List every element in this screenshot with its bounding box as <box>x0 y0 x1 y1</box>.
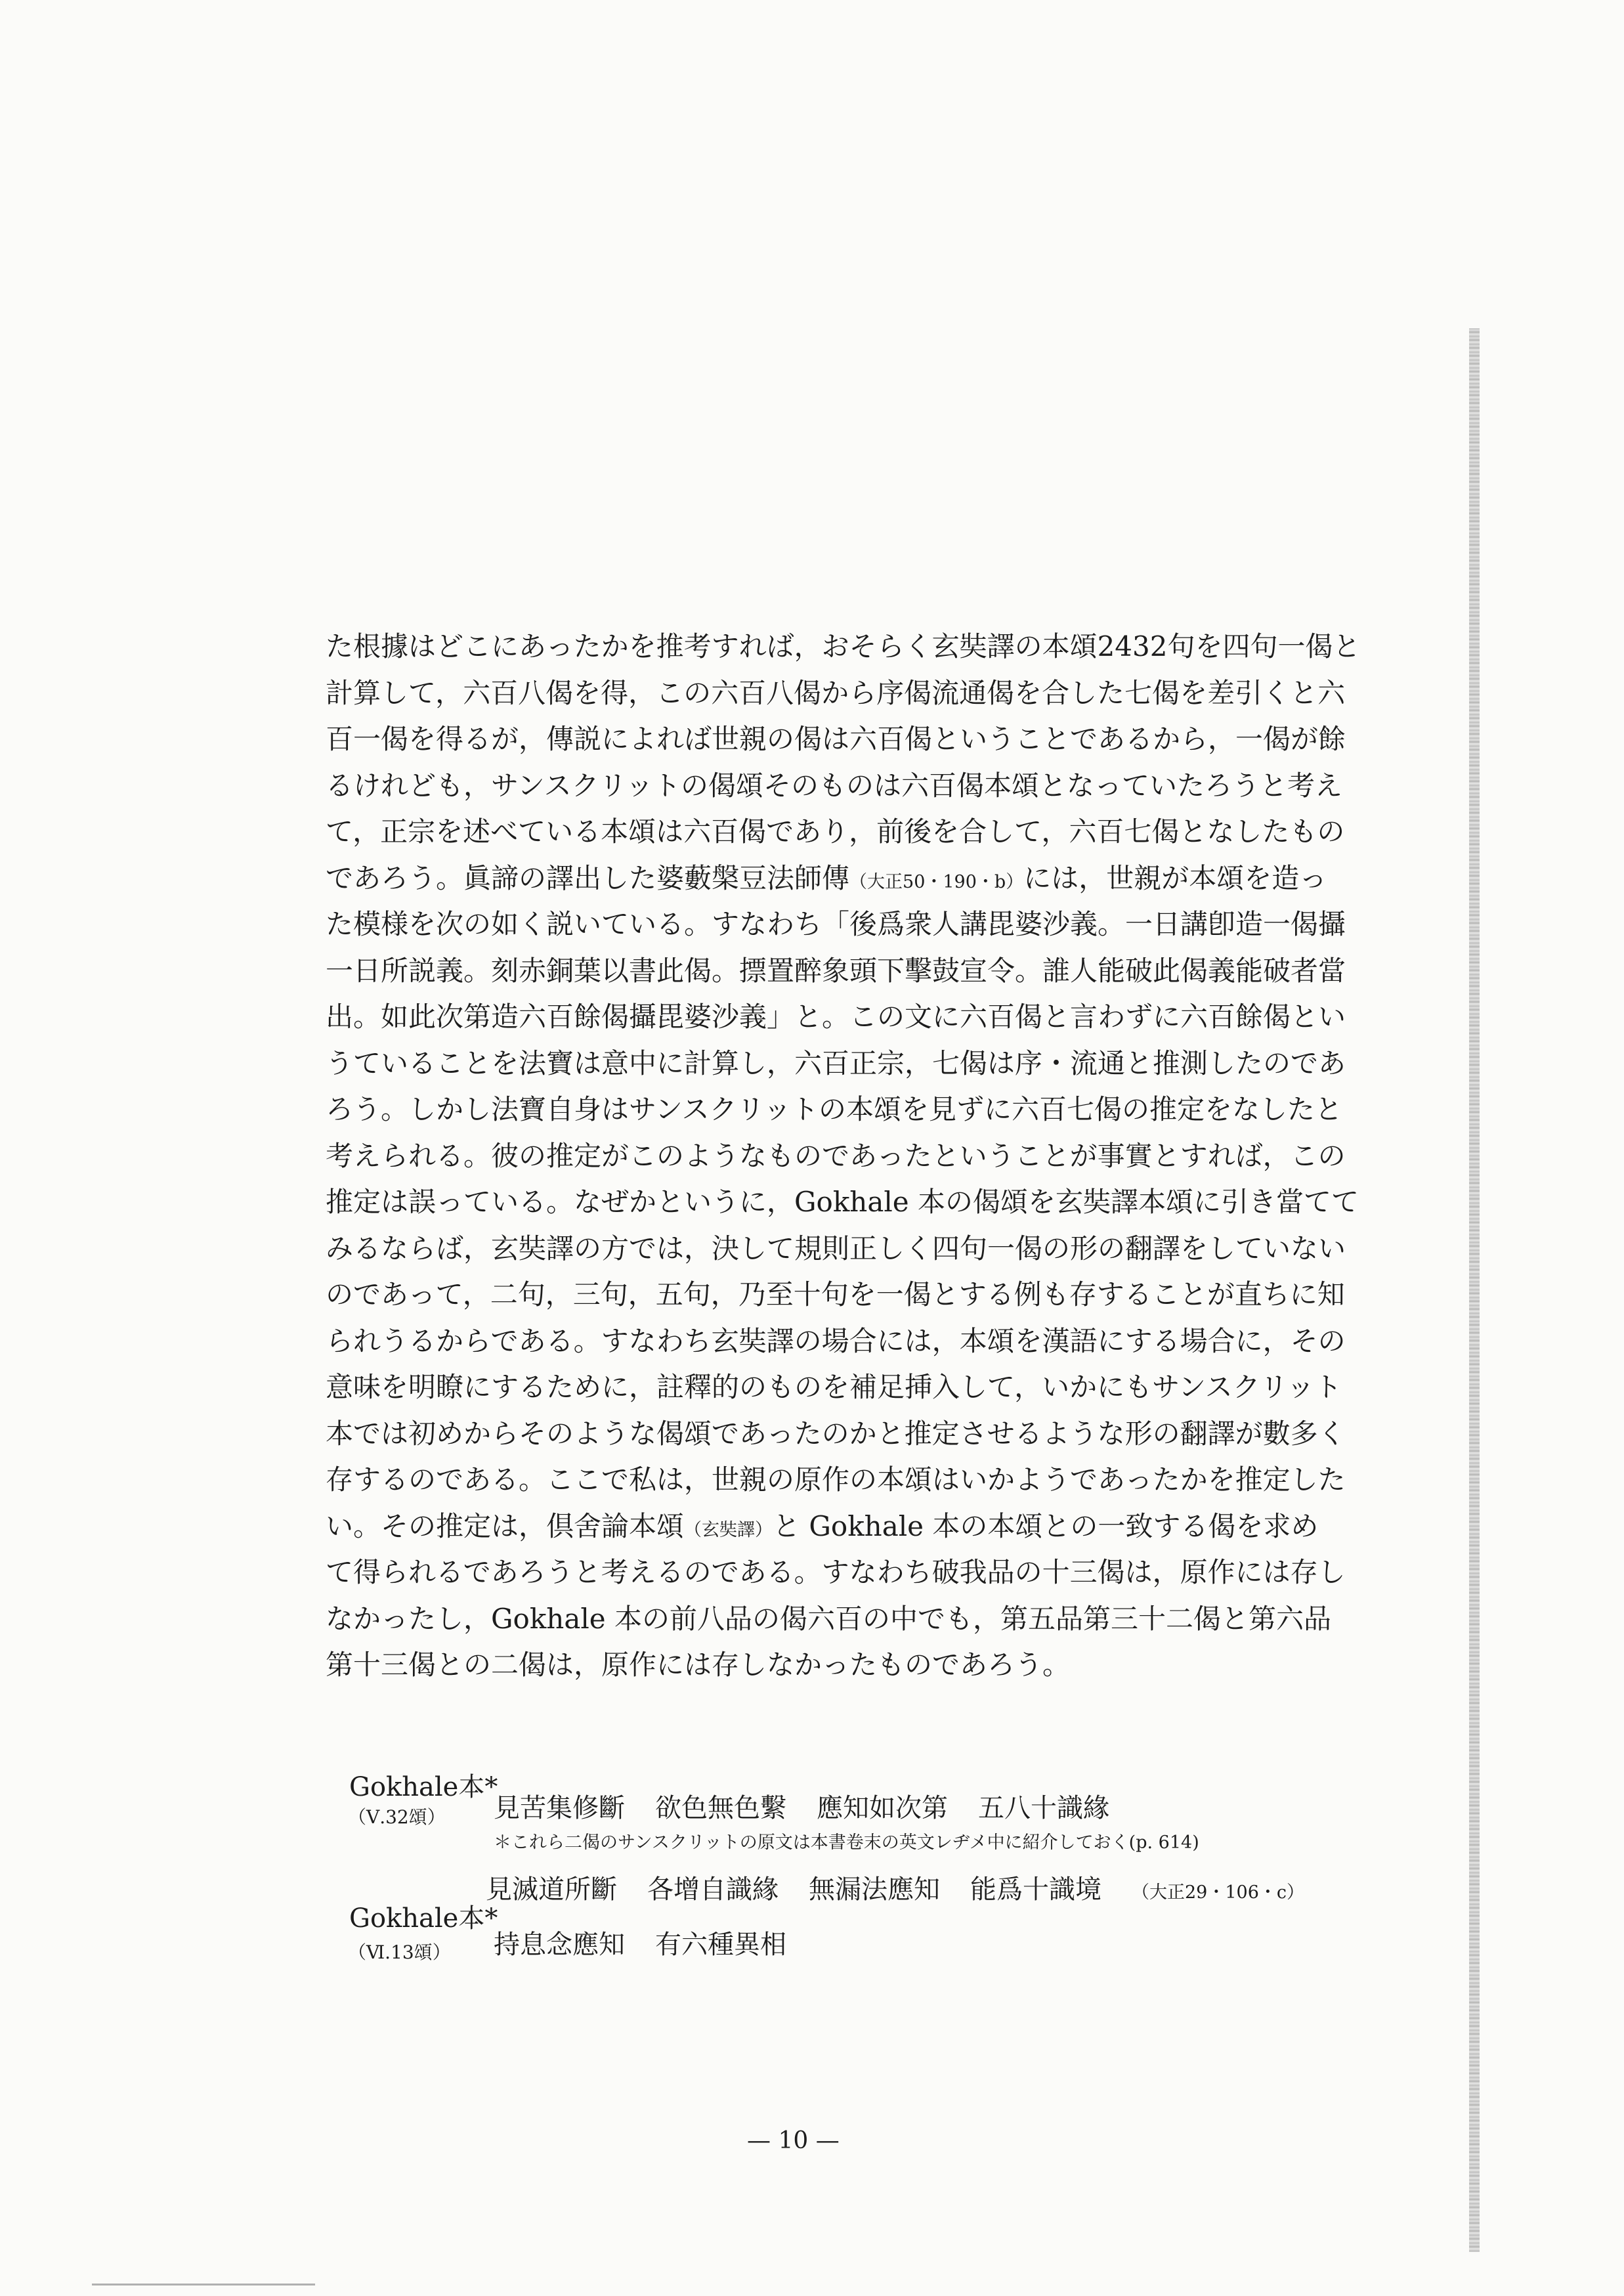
verse-segment: 五八十識緣 <box>978 1793 1109 1823</box>
text-line: 考えられる。彼の推定がこのようなものであったということが事實とすれば，この <box>326 1139 1346 1172</box>
text-line: うていることを法寶は意中に計算し，六百正宗，七偈は序・流通と推測したのであ <box>326 1047 1346 1079</box>
text-line: 意味を明瞭にするために，註釋的のものを補足挿入して，いかにもサンスクリット <box>326 1371 1342 1403</box>
verse-segment: 持息念應知 <box>494 1930 625 1960</box>
verse-segment: 有六種異相 <box>655 1930 786 1960</box>
text-line: なかったし，Gokhale 本の前八品の偈六百の中でも，第五品第三十二偈と第六品 <box>326 1602 1332 1635</box>
text-segment: い。その推定は，倶舍論本頌 <box>326 1509 685 1542</box>
text-line: て得られるであろうと考えるのである。すなわち破我品の十三偈は，原作には存し <box>326 1556 1346 1588</box>
text-line: 存するのである。ここで私は，世親の原作の本頌はいかようであったかを推定した <box>326 1463 1346 1496</box>
verse-reference: （Ⅴ.32頌） <box>348 1806 446 1828</box>
citation: （玄奘譯） <box>684 1519 773 1540</box>
verse-source-label: Gokhale本* <box>349 1772 498 1802</box>
verse-segment: 見苦集修斷 <box>494 1793 625 1823</box>
verse-line <box>486 1869 1304 1906</box>
verse-segment: 欲色無色繫 <box>655 1793 786 1823</box>
verse-segment: 見滅道所斷 <box>486 1874 617 1905</box>
verse-line <box>494 1787 1109 1825</box>
text-line: のであって，二句，三句，五句，乃至十句を一偈とする例も存することが直ちに知 <box>326 1278 1345 1310</box>
text-line: 一日所説義。刻赤銅葉以書此偈。摽置醉象頭下擊鼓宣令。誰人能破此偈義能破者當 <box>326 954 1346 987</box>
verse-source-label: Gokhale本* <box>349 1903 498 1934</box>
verse-reference: （Ⅵ.13頌） <box>348 1941 451 1963</box>
verse-segment: 各增自識緣 <box>647 1874 779 1905</box>
text-line: 第十三偈との二偈は，原作には存しなかったものであろう。 <box>326 1649 1071 1681</box>
body-paragraph <box>326 624 1361 1689</box>
text-line: るけれども，サンスクリットの偈頌そのものは六百偈本頌となっていたろうと考え <box>326 769 1342 802</box>
text-segment: であろう。眞諦の譯出した婆藪槃豆法師傳 <box>326 861 850 894</box>
text-line: て，正宗を述べている本頌は六百偈であり，前後を合して，六百七偈となしたもの <box>326 815 1345 848</box>
citation: （大正29・106・c） <box>1132 1882 1305 1903</box>
page-number: — 10 — <box>747 2127 840 2154</box>
text-line: られうるからである。すなわち玄奘譯の場合には，本頌を漢語にする場合に，その <box>326 1324 1346 1357</box>
footnote: ＊これら二偈のサンスクリットの原文は本書卷末の英文レヂメ中に紹介しておく(p. 614) <box>494 1832 1199 1853</box>
text-line: た模様を次の如く説いている。すなわち「後爲衆人講毘婆沙義。一日講卽造一偈攝 <box>326 908 1346 940</box>
scan-edge-shadow <box>1469 328 1480 2252</box>
citation: （大正50・190・b） <box>849 871 1024 892</box>
text-segment: と Gokhale 本の本頌との一致する偈を求め <box>773 1509 1319 1542</box>
text-line: 百一偈を得るが，傳説によれば世親の偈は六百偈ということであるから，一偈が餘 <box>326 723 1346 755</box>
text-line: 推定は誤っている。なぜかというに，Gokhale 本の偈頌を玄奘譯本頌に引き當てて <box>326 1186 1359 1218</box>
text-line: た根據はどこにあったかを推考すれば，おそらく玄奘譯の本頌2432句を四句一偈と <box>326 630 1361 662</box>
verse-segment: 無漏法應知 <box>809 1874 940 1905</box>
text-line: 計算して，六百八偈を得，この六百八偈から序偈流通偈を合した七偈を差引くと六 <box>326 676 1346 709</box>
scan-bottom-line <box>92 2284 315 2285</box>
verse-segment: 能爲十識境 <box>970 1874 1101 1905</box>
text-line: みるならば，玄奘譯の方では，決して規則正しく四句一偈の形の翻譯をしていない <box>326 1232 1346 1265</box>
text-line: 本では初めからそのような偈頌であったのかと推定させるような形の翻譯が數多く <box>326 1417 1346 1450</box>
text-line: ろう。しかし法寶自身はサンスクリットの本頌を見ずに六百七偈の推定をなしたと <box>326 1093 1342 1125</box>
verse-line <box>494 1924 786 1961</box>
text-line-with-citation <box>326 856 1327 902</box>
text-line: 出。如此次第造六百餘偈攝毘婆沙義」と。この文に六百偈と言わずに六百餘偈とい <box>326 1001 1346 1033</box>
text-segment: には，世親が本頌を造っ <box>1023 861 1327 894</box>
verse-segment: 應知如次第 <box>817 1793 948 1823</box>
text-line-with-citation <box>326 1504 1319 1550</box>
